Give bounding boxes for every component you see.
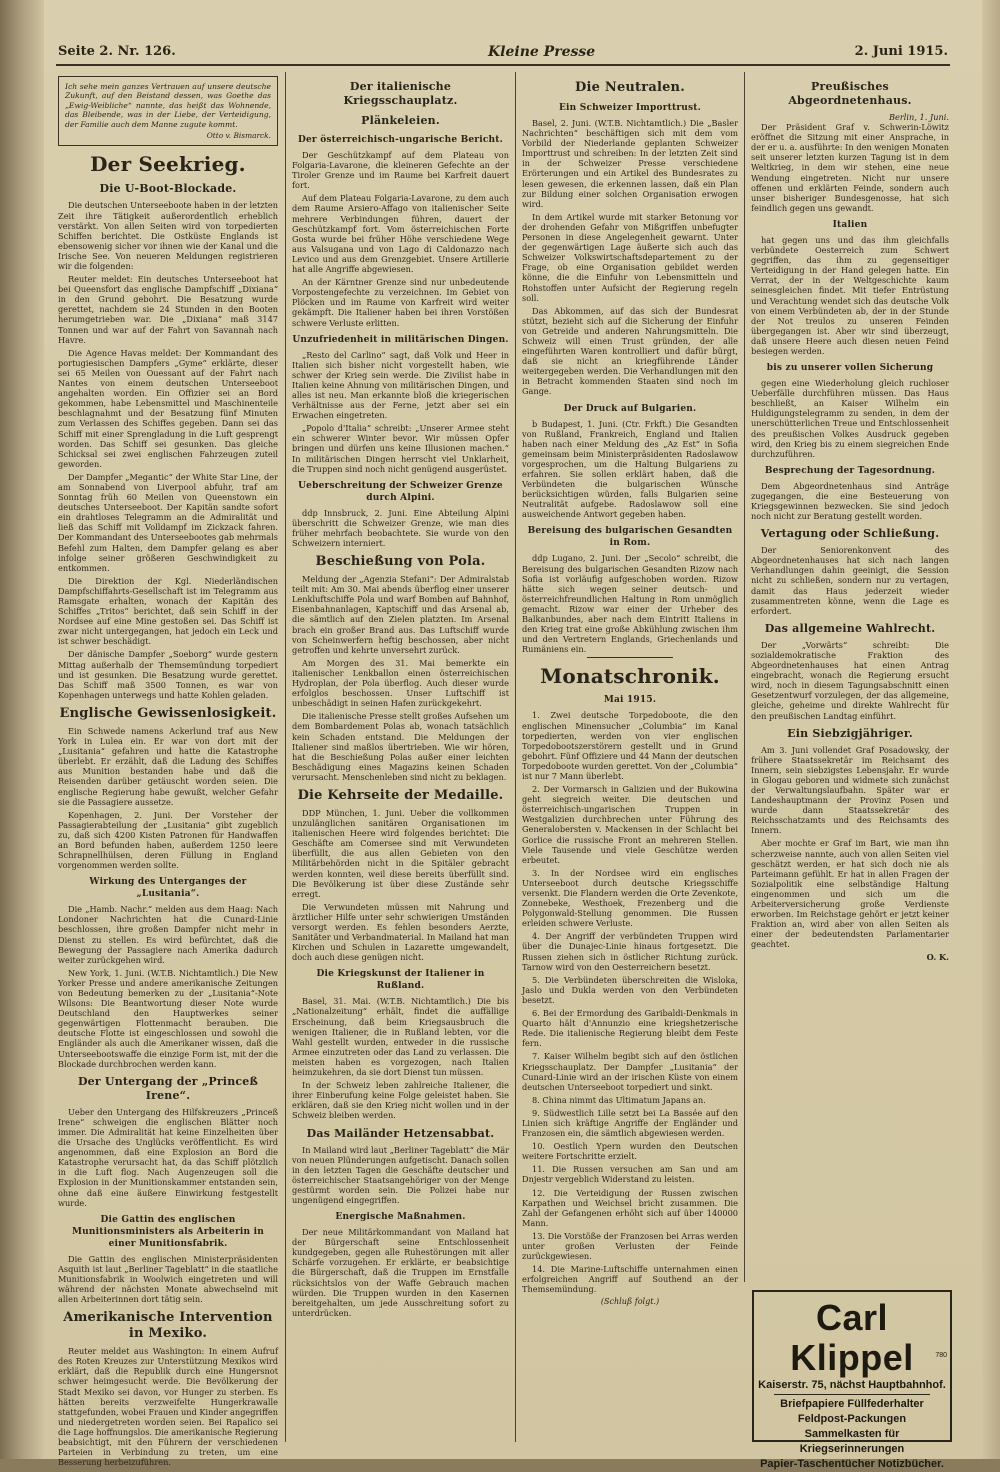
article-paragraph: Basel, 2. Juni. (W.T.B. Nichtamtlich.) Die „Basler Nachrichten“ beschäftigen sich mit dem vom Vorbild der Niederlande geplanten Schweizer Importtrust und schreiben: In der letzten Zeit sind in der Schweizer Presse verschiedene Erörterungen und ein Artikel des Bundesrates zu lesen gewesen, die erkennen lassen, daß ein Plan zur Bildung einer solchen Organisation erwogen wird.: [522, 118, 738, 209]
article-paragraph: In Mailand wird laut „Berliner Tageblatt“ die Mär von neuen Plünderungen aufgetischt. Danach sollen in den letzten Tagen die Geschäfte deutscher und österreichischer Staatsangehöriger von der Menge gestürmt worden sein. Die Polizei habe nur ungenügend eingegriffen.: [292, 1144, 510, 1205]
ad-line: Papier-Taschentücher Notizbücher.: [760, 1458, 944, 1470]
headline-mexiko: Amerikanische Intervention in Mexiko.: [63, 1310, 273, 1342]
article-paragraph: In der Schweiz leben zahlreiche Italiener, die ihrer Einberufung keine Folge geleistet haben. Sie erklären, daß sie den Krieg nicht wollen und in der Schweiz bleiben werden.: [292, 1080, 509, 1121]
article-paragraph: Die Gattin des englischen Ministerpräsidenten Asquith ist laut „Berliner Tageblatt“ in die staatliche Munitionsfabrik in Woolwich eingetreten und will während der nächsten Monate abwechselnd mit allen Arbeiterinnen dort tätig sein.: [58, 1253, 278, 1305]
article-paragraph: Basel, 31. Mai. (W.T.B. Nichtamtlich.) Die bis „Nationalzeitung“ erhält, findet die auffällige Erscheinung, daß beim Kriegsausbruch die wenigen Italiener, die in Rußland lebten, vor die Wahl gestellt wurden, entweder in die russische Armee einzutreten oder das Land zu verlassen. Die meisten haben es vorgezogen, nach Italien heimzukehren, da sie dort Dienst tun müssen.: [292, 996, 509, 1078]
article-paragraph: Dem Abgeordnetenhaus sind Anträge zugegangen, die eine Besteuerung von Kriegsgewinnen bezwecken. Sie sind jedoch noch nicht zur Beratung gestellt worden.: [751, 480, 949, 522]
subhead-gesandter: Bereisung des bulgarischen Gesandten in Rom.: [527, 526, 733, 549]
article-paragraph: Ein Schwede namens Ackerlund traf aus New York in Lulea ein. Er war von dort mit der „Lusitania“ gefahren und hatte die Katastrophe überlebt. Er erzählt, daß die Ladung des Schiffes aus Munition bestanden habe und daß die Reisenden darüber getäuscht worden seien. Die englische Regierung habe gewußt, welcher Gefahr sie die Passagiere aussetze.: [58, 725, 278, 807]
headline-princess-irene: Der Untergang der „Princeß Irene“.: [77, 1074, 259, 1102]
article-paragraph: „Popolo d'Italia“ schreibt: „Unserer Armee steht ein schwerer Winter bevor. Wir müssen Opfer bringen und dürfen uns keine Illusionen machen.“ In militärischen Dingen herrscht viel Unklarheit, die Truppen sind noch nicht genügend ausgerüstet.: [292, 423, 509, 474]
article-paragraph: Auf dem Plateau Folgaria-Lavarone, zu dem auch dem Raume Arsiero-Affago von italienischer Seite mehrere Verbindungen führen, dauert der Geschützkampf fort. Vom österreichischen Forte Gosta wurde bei früher Höhe verschiedene Wege aus Valsugana und von Lago di Caldonazzo nach Levico und aus dem Grenzgebiet. Unsere Artillerie hat alle Angriffe abgewiesen.: [292, 193, 509, 275]
subhead-massnahmen: Energische Maßnahmen.: [335, 1212, 466, 1223]
column-separator: [744, 72, 745, 1282]
headline-mailand: Das Mailänder Hetzensabbat.: [306, 1126, 495, 1140]
chronik-item: 8. China nimmt das Ultimatum Japans an.: [532, 1094, 706, 1105]
headline-kehrseite: Die Kehrseite der Medaille.: [297, 787, 504, 803]
quote-signature: Otto v. Bismarck.: [206, 131, 271, 141]
quote-text: Ich sehe mein ganzes Vertrauen auf unsere deutsche Zukunft, auf den Beistand dessen, was Goethe das „Ewig-Weibliche“ nannte, das heißt das Wohnende, das Bleibende, was in der Liebe, der Verteidigung, der Familie auch dem Manne zugute kommt.: [65, 82, 271, 129]
subhead-schweizer-grenze: Ueberschreitung der Schweizer Grenze durch Alpini.: [298, 480, 503, 503]
subhead-unzufriedenheit: Unzufriedenheit in militärischen Dingen.: [292, 334, 509, 345]
article-paragraph: Die Verwundeten müssen mit Nahrung und ärztlicher Hilfe unter sehr schwierigen Umständen versorgt werden. Es fehlen besonders Aerzte, Sanitäter und Verbandmaterial. In Mailand hat man Kirchen und Schulen in Lazarette umgewandelt, doch auch diese genügen nicht.: [292, 901, 509, 963]
article-paragraph: ddp Innsbruck, 2. Juni. Eine Abteilung Alpini überschritt die Schweizer Grenze, wie man dies früher mehrfach beobachtete. Sie wurde von den Schweizern interniert.: [292, 507, 509, 548]
header-rule: [56, 64, 950, 66]
article-paragraph: „Resto del Carlino“ sagt, daß Volk und Heer in Italien sich bisher nicht vorgestellt haben, wie schwer der Krieg sein werde. Die Zivilist habe in Italien keine Ahnung von militärischen Dingen, und alles ist neu. Man erkannte bloß die kriegerischen Verhältnisse aus der Ferne, jetzt aber sei ein Erwachen eingetreten.: [292, 349, 509, 421]
chronik-item: 11. Die Russen versuchen am San und am Dnjestr vergeblich Widerstand zu leisten.: [522, 1164, 738, 1185]
author-initials: O. K.: [926, 952, 949, 963]
subhead-importtrust: Ein Schweizer Importtrust.: [558, 103, 701, 113]
article-paragraph: Der Seniorenkonvent des Abgeordnetenhauses hat sich nach langen Verhandlungen dahin geeinigt, die Session nicht zu schließen, sondern nur zu vertagen, damit das Haus jederzeit wieder zusammentreten könne, wenn die Lage es erfordert.: [751, 545, 949, 616]
chronik-item: 10. Oestlich Ypern wurden den Deutschen weitere Fortschritte erzielt.: [522, 1141, 738, 1162]
article-paragraph: Ueber den Untergang des Hilfskreuzers „Princeß Irene“ schweigen die englischen Blätter noch immer. Die Admiralität hat keine Einzelheiten über die Ursache des Unglücks veröffentlicht. Es wird angenommen, daß eine Explosion an Bord die Katastrophe verursacht hat, da das Schiff plötzlich in die Luft flog. Nach Augenzeugen soll die Explosion in der Munitionskammer entstanden sein, ohne daß eine äußere Einwirkung festgestellt wurde.: [58, 1106, 278, 1208]
masthead: [58, 42, 948, 66]
article-paragraph: Der Präsident Graf v. Schwerin-Löwitz eröffnet die Sitzung mit einer Ansprache, in der er u. a. ausführte: In den wenigen Monaten seit unserer letzten kurzen Tagung ist in dem Weltkrieg, in dem wir stehen, eine neue Wendung eingetreten. Nicht nur unsere offenen und erklärten Feinde, sondern auch unser bisheriger Bundesgenosse, hat sich feindlich gegen uns gewandt.: [751, 122, 949, 213]
chronik-item: 5. Die Verbündeten überschreiten die Wisloka, Jaslo und Dukla werden von den Verbündeten besetzt.: [522, 974, 738, 1005]
article-paragraph: Die „Hamb. Nachr.“ melden aus dem Haag: Nach Londoner Nachrichten hat die Cunard-Linie beschlossen, ihre großen Dampfer nicht mehr in Dienst zu stellen. Es wird befürchtet, daß die Bewegung der Passagiere nach Amerika dadurch weiter zurückgehen wird.: [58, 904, 278, 965]
subhead-bulgarien: Der Druck auf Bulgarien.: [563, 403, 697, 414]
headline-seekrieg: Der Seekrieg.: [90, 152, 246, 177]
headline-vertagung: Vertagung oder Schließung.: [760, 527, 940, 541]
article-paragraph: b Budapest, 1. Juni. (Ctr. Frkft.) Die Gesandten von Rußland, Frankreich, England und Italien haben nach einer Meldung des „Az Est“ in Sofia gemeinsam beim Ministerpräsidenten Radoslawow vorgesprochen, um die Haltung Bulgariens zu erfahren. Sie sollen erklärt haben, daß die Verbündeten die bulgarischen Wünsche berücksichtigen würden, falls Bulgarien seine Neutralität aufgebe. Radoslawow soll eine ausweichende Antwort gegeben haben.: [522, 418, 738, 520]
article-paragraph: Der neue Militärkommandant von Mailand hat der Bürgerschaft seine Entschlossenheit kundgegeben, gegen alle Ruhestörungen mit aller Schärfe vorzugehen. Er erklärte, er beabsichtige die Bürgerschaft, daß die Truppen im Ernstfalle rücksichtslos von der Waffe Gebrauch machen würden. Die Truppen wurden in den Kasernen bereitgehalten, um jede Ausschreitung sofort zu unterdrücken.: [292, 1227, 509, 1318]
headline-italien: Der italienische Kriegsschauplatz.: [343, 80, 458, 107]
subhead-u-boot: Die U-Boot-Blockade.: [99, 182, 237, 196]
chronik-item: 14. Die Marine-Luftschiffe unternahmen einen erfolgreichen Angriff auf Southend an der Themsemündung.: [522, 1264, 738, 1295]
article-paragraph: Der Geschützkampf auf dem Plateau von Folgaria-Lavarone, die kleineren Gefechte an der Tiroler Grenze und im Raume bei Karfreit dauert fort.: [292, 150, 509, 191]
subhead-sicherung: bis zu unserer vollen Sicherung: [766, 363, 934, 374]
article-paragraph: Die Direktion der Kgl. Niederländischen Dampfschiffahrts-Gesellschaft ist im Telegramm aus Ramsgate erhalten, wonach der Kapitän des Schiffes „Tritos“ berichtet, daß sein Schiff in der Nordsee auf eine Mine gestoßen sei. Das Schiff ist zwar nicht untergegangen, hat jedoch ein Leck und ist schwer beschädigt.: [58, 575, 278, 647]
column-1: [58, 74, 278, 1468]
article-paragraph: Am Morgen des 31. Mai bemerkte ein italienischer Lenkballon einen österreichischen Hydroplan, der Pola überflog. Auch dieser wurde erfolglos beschossen. Unser Luftschiff ist unbeschädigt in seinen Hafen zurückgekehrt.: [292, 657, 509, 709]
article-paragraph: In dem Artikel wurde mit starker Betonung vor der drohenden Gefahr von Mißgriffen unbefugter Personen in diese Angelegenheit gewarnt. Unter der gegenwärtigen Lage äußerte sich auch das Schweizer Volkswirtschaftsdepartement zu der Frage, ob eine Organisation gebildet werden könne, die die Einfuhr von Lebensmitteln und Rohstoffen unter Aufsicht der Regierung regeln soll.: [522, 211, 738, 303]
subhead-gattin: Die Gattin des englischen Munitionsministers als Arbeiterin in einer Munitionsfabrik.: [72, 1214, 264, 1249]
subhead-plaenkeleien: Plänkeleien.: [361, 114, 440, 127]
article-paragraph: ddp Lugano, 2. Juni. Der „Secolo“ schreibt, die Bereisung des bulgarischen Gesandten Rizow nach Sofia ist vorläufig aufgeschoben worden. Rizow hätte sich wegen seiner deutsch- und österreichfreundlichen Haltung in Rom unmöglich gemacht. Rizow war einer der Urheber des Balkanbundes, aber nach dem Eintritt Italiens in den Krieg trat eine große Abkühlung zwischen ihm und den Vertretern Englands, Griechenlands und Rumäniens ein.: [522, 553, 738, 655]
headline-siebzigjaehriger: Ein Siebzigjähriger.: [787, 726, 913, 740]
subhead-lusitania: Wirkung des Unterganges der „Lusitania“.: [89, 877, 247, 900]
ad-line: Sammelkasten für Kriegserinnerungen: [799, 1428, 905, 1455]
headline-neutralen: Die Neutralen.: [575, 80, 685, 95]
article-paragraph: hat gegen uns und das ihm gleichfalls verbündete Oesterreich zum Schwert gegriffen, das ihm zu gegenseitiger Verteidigung in der Hand gelegen hatte. Ein Verrat, der in der Weltgeschichte kaum seinesgleichen findet. Mit tiefer Entrüstung und Verachtung wendet sich das deutsche Volk von einem Verbündeten ab, der in der Stunde der Not treulos zu unseren Feinden übergegangen ist. Aber wir sind überzeugt, daß unsere Heere auch diesen neuen Feind besiegen werden.: [751, 234, 949, 356]
chronik-item: 4. Der Angriff der verbündeten Truppen wird über die Dunajec-Linie hinaus fortgesetzt. Die Russen ziehen sich in östlicher Richtung zurück. Tarnow wird von den Oesterreichern besetzt.: [522, 931, 738, 972]
article-paragraph: An der Kärntner Grenze sind nur unbedeutende Vorpostengefechte zu verzeichnen. Im Gebiet von Plöcken und im Raume von Karfreit wird weiter gekämpft. Die Italiener haben bei ihren Vorstößen schwere Verluste erlitten.: [292, 277, 509, 328]
article-paragraph: gegen eine Wiederholung gleich ruchloser Ueberfälle durchführen müssen. Das Haus beschließt, an Kaiser Wilhelm ein Huldigungstelegramm zu senden, in dem der unerschütterlichen Treue und Entschlossenheit des preußischen Volkes Ausdruck gegeben wird, den Krieg bis zu einem siegreichen Ende durchzuführen.: [751, 378, 949, 459]
article-paragraph: Die deutschen Unterseeboote haben in der letzten Zeit ihre Tätigkeit außerordentlich erheblich verstärkt. Von allen Seiten wird von torpedierten Schiffen berichtet. Die Ostküste Englands ist ebensowenig sicher vor ihnen wie der Kanal und die Irische See. Von neueren Meldungen registrieren wir die folgenden:: [58, 200, 278, 271]
binding-spine: [0, 0, 44, 1459]
headline-gewissenlosigkeit: Englische Gewissenlosigkeit.: [59, 705, 277, 721]
article-paragraph: Reuter meldet aus Washington: In einem Aufruf des Roten Kreuzes zur Unterstützung Mexikos wird erklärt, daß die Republik durch eine Hungersnot schwer heimgesucht werde. Die Bevölkerung der Stadt Mexiko sei davon, vor Hunger zu sterben. Es hätten bereits verzweifelte Hungerkrawalle stattgefunden, wobei Frauen und Kinder angegriffen und niedergetreten worden seien. Bei Rapalico sei die Lage hoffnungslos. Die amerikanische Regierung beabsichtigt, mit den Führern der verschiedenen Parteien in Verbindung zu treten, um eine Besserung herbeizuführen.: [58, 1346, 278, 1468]
ad-number: 780: [935, 1352, 947, 1359]
chronik-item: 7. Kaiser Wilhelm begibt sich auf den östlichen Kriegsschauplatz. Der Dampfer „Lusitania“ der Cunard-Linie wird an der irischen Küste von einem deutschen Unterseeboot torpediert und sinkt.: [522, 1051, 738, 1092]
chronik-item: 13. Die Vorstöße der Franzosen bei Arras werden unter großen Verlusten der Feinde zurückgewiesen.: [522, 1230, 738, 1262]
column-2: [292, 74, 509, 1446]
dateline: Berlin, 1. Juni.: [889, 112, 949, 122]
chronik-item: 3. In der Nordsee wird ein englisches Unterseeboot durch deutsche Kriegsschiffe versenkt. Die Flandern werden die Orte Zevenkote, Zonnebeke, Westhoek, Frezenberg und die Polygonwald-Stellung genommen. Die Russen erleiden schwere Verluste.: [522, 867, 738, 929]
chronik-item: 12. Die Verteidigung der Russen zwischen Karpathen und Weichsel bricht zusammen. Die Zahl der Gefangenen erhöht sich auf über 140000 Mann.: [522, 1187, 738, 1228]
column-separator: [285, 72, 286, 1442]
article-paragraph: Aber mochte er Graf im Bart, wie man ihn scherzweise nannte, auch von allen Seiten viel geschätzt werden, er hat sich doch nie als Parteimann gefühlt. Er hat in allen Fragen der Sozialpolitik eine selbständige Haltung eingenommen und sich um die Arbeiterversicherung große Verdienste erworben. Im Reichstage gehört er jetzt keiner Fraktion an, wird aber von allen Seiten als einer der bedeutendsten Parlamentarier geachtet.: [751, 838, 949, 950]
article-paragraph: Reuter meldet: Ein deutsches Unterseeboot hat bei Queensfort das englische Dampfschiff „Dixiana“ in den Grund gebohrt. Die Besatzung wurde gerettet, nachdem sie 24 Stunden in den Booten herumgetrieben war. Die „Dixiana“ maß 3147 Tonnen und war auf der Fahrt von Savannah nach Havre.: [58, 274, 278, 345]
ad-line: Feldpost-Packungen: [797, 1413, 907, 1425]
ad-address: Kaiserstr. 75, nächst Hauptbahnhof.: [758, 1379, 946, 1391]
article-paragraph: Am 3. Juni vollendet Graf Posadowsky, der frühere Staatssekretär im Reichsamt des Innern, sein siebzigstes Lebensjahr. Er wurde in Glogau geboren und widmete sich zunächst der Verwaltungslaufbahn. Später war er Landeshauptmann der Provinz Posen und wurde dann Staatssekretär des Reichsschatzamts und des Reichsamts des Innern.: [751, 744, 949, 836]
ad-line: Briefpapiere Füllfederhalter: [780, 1398, 924, 1410]
headline-wahlrecht: Das allgemeine Wahlrecht.: [764, 621, 936, 635]
column-4: [751, 74, 949, 1284]
article-paragraph: Meldung der „Agenzia Stefani“: Der Admiralstab teilt mit: Am 30. Mai abends überflog einer unserer Lenkluftschiffe Pola und warf Bomben auf Bahnhof, Eisenbahnanlagen, Kaptschiff und das Arsenal ab, die sämtlich auf den Zielen platzten. Im Arsenal brach ein großer Brand aus. Das Luftschiff wurde von Scheinwerfern heftig beschossen, aber nicht getroffen und kehrte unversehrt zurück.: [292, 574, 509, 655]
article-paragraph: Kopenhagen, 2. Juni. Der Vorsteher der Passagierabteilung der „Lusitania“ gibt zugeblich zu, daß sich 4200 Kisten Patronen für Handwaffen an Bord befunden haben, außerdem 1250 leere Schrapnellhülsen, deren Füllung in England vorgenommen werden sollte.: [58, 809, 278, 871]
ad-company-name: Carl Klippel: [790, 1297, 914, 1378]
article-paragraph: Der „Vorwärts“ schreibt: Die sozialdemokratische Fraktion des Abgeordnetenhauses hat einen Antrag eingebracht, wonach die Regierung ersucht wird, noch in diesem Tagungsabschnitt einen Gesetzentwurf vorzulegen, der das allgemeine, gleiche, geheime und direkte Wahlrecht für den preußischen Landtag einführt.: [751, 639, 949, 721]
ad-divider: [774, 1394, 931, 1395]
divider: [587, 657, 673, 658]
article-paragraph: Das Abkommen, auf das sich der Bundesrat stützt, bezieht sich auf die Sicherung der Einfuhr von Getreide und anderen Nahrungsmitteln. Die Schweiz will einen Trust gründen, der alle eingeführten Waren kontrolliert und dafür bürgt, daß sie nicht an kriegführende Länder weitergegeben werden. Die Verhandlungen mit den in Betracht kommenden Staaten sind noch im Gange.: [522, 305, 738, 397]
page-number: Seite 2. Nr. 126.: [58, 44, 176, 59]
headline-abgeordnetenhaus: Preußisches Abgeordnetenhaus.: [788, 80, 912, 107]
bismarck-quote: [58, 76, 278, 146]
newspaper-title: Kleine Presse: [488, 44, 596, 60]
advertisement-carl-klippel: [752, 1290, 952, 1470]
subhead-tagesordnung: Besprechung der Tagesordnung.: [764, 465, 936, 476]
chronik-item: 6. Bei der Ermordung des Garibaldi-Denkmals in Quarto hält d'Annunzio eine kriegshetzerische Rede. Die italienische Regierung bleibt dem Feste fern.: [522, 1008, 738, 1049]
chronik-item: 9. Südwestlich Lille setzt bei La Bassée auf den Linien sich kräftige Angriffe der Engländer und Franzosen ein, die sämtlich abgewiesen werden.: [522, 1107, 738, 1139]
article-paragraph: New York, 1. Juni. (W.T.B. Nichtamtlich.) Die New Yorker Presse und andere amerikanische Zeitungen von Bedeutung bemerken zu der „Lusitania“-Note Wilsons: Die Beantwortung dieser Note wurde Deutschland den Hauptwerkes seiner gegenwärtigen Flottenmacht berauben. Die deutsche Flotte ist eingeschlossen und sowohl die Engländer als auch die Amerikaner wissen, daß die Unterseebootswaffe die einzige Form ist, mit der die Blockade durchbrochen werden kann.: [58, 967, 278, 1069]
issue-date: 2. Juni 1915.: [854, 44, 948, 59]
article-paragraph: DDP München, 1. Juni. Ueber die vollkommen unzulänglichen sanitären Organisationen im italienischen Heere wird folgendes berichtet: Die Geschäfte am Comersee sind mit Verwundeten überfüllt, die aus allen Gebieten von den Militärbehörden nicht in die Spitäler gebracht werden konnten, weil diese bereits überfüllt sind. Die Bevölkerung ist über diese Zustände sehr erregt.: [292, 807, 509, 899]
headline-pola: Beschießung von Pola.: [315, 554, 486, 570]
chronik-item: 2. Der Vormarsch in Galizien und der Bukowina geht siegreich weiter. Die deutschen und österreichisch-ungarischen Truppen in Westgalizien durchbrechen unter Führung des Generalobersten v. Mackensen in der Schlacht bei Gorlice die russische Front an mehreren Stellen. Viele Tausende und viele Geschütze werden erbeutet.: [522, 784, 738, 865]
article-paragraph: Der Dampfer „Megantic“ der White Star Line, der am Sonnabend von Liverpool abfuhr, traf am Sonntag früh 60 Meilen von Queenstown ein deutsches Unterseeboot. Der Kapitän sandte sofort ein drahtloses Telegramm an die Admiralität und ließ das Schiff mit Volldampf im Zickzack fahren. Der Kommandant des Unterseebootes gab mehrmals Befehl zum Halten, dem Dampfer gelang es aber infolge seiner größeren Geschwindigkeit zu entkommen.: [58, 471, 278, 573]
article-paragraph: Die Agence Havas meldet: Der Kommandant des portugiesischen Dampfers „Gyme“ erklärte, dieser sei 65 Meilen von Ouessant auf der Fahrt nach Nantes von einem deutschen Unterseeboot angehalten worden. Ein Offizier sei an Bord gekommen, habe Lebensmittel und Maschinenteile beschlagnahmt und der Besatzung fünf Minuten zum Verlassen des Schiffes gegeben. Dann sei das Schiff mit einer Sprengladung in die Luft gesprengt worden. Das Schiff sei gesunken. Das gleiche Schicksal sei zwei englischen Fahrzeugen zuteil geworden.: [58, 347, 278, 469]
closing-note: (Schluß folgt.): [600, 1297, 660, 1307]
subhead-mai-1915: Mai 1915.: [603, 695, 657, 706]
page-edge: [982, 0, 1000, 1459]
subhead-italien: Italien: [832, 219, 868, 230]
column-3: [522, 74, 738, 1446]
chronik-item: 1. Zwei deutsche Torpedoboote, die den englischen Minensucher „Columbia“ im Kanal torpedierten, werden von vier englischen Torpedobootszerstörern gestellt und in Grund gebohrt. Fünf Offiziere und 44 Mann der deutschen Torpedoboote wurden gerettet. Von der „Columbia“ ist nur 7 Mann überlebt.: [522, 710, 738, 781]
headline-monatschronik: Monatschronik.: [540, 664, 720, 689]
subhead-bericht: Der österreichisch-ungarische Bericht.: [298, 135, 503, 145]
article-paragraph: Die italienische Presse stellt großes Aufsehen um dem Bombardement Polas ab, wonach tatsächlich kein Schaden entstand. Die Meldungen der Italiener sind maßlos übertrieben. Wie wir hören, hat die Beschießung Polas außer einer leichten Beschädigung eines Magazins keinen Schaden verursacht. Menschenleben sind nicht zu beklagen.: [292, 711, 509, 782]
column-separator: [515, 72, 516, 1442]
subhead-russland: Die Kriegskunst der Italiener in Rußland.: [316, 969, 485, 992]
article-paragraph: Der dänische Dampfer „Soeborg“ wurde gestern Mittag außerhalb der Themsemündung torpediert und ist gesunken. Die Besatzung wurde gerettet. Das Schiff maß 3500 Tonnen, es war von Kopenhagen unterwegs und hatte Kohlen geladen.: [58, 649, 278, 700]
